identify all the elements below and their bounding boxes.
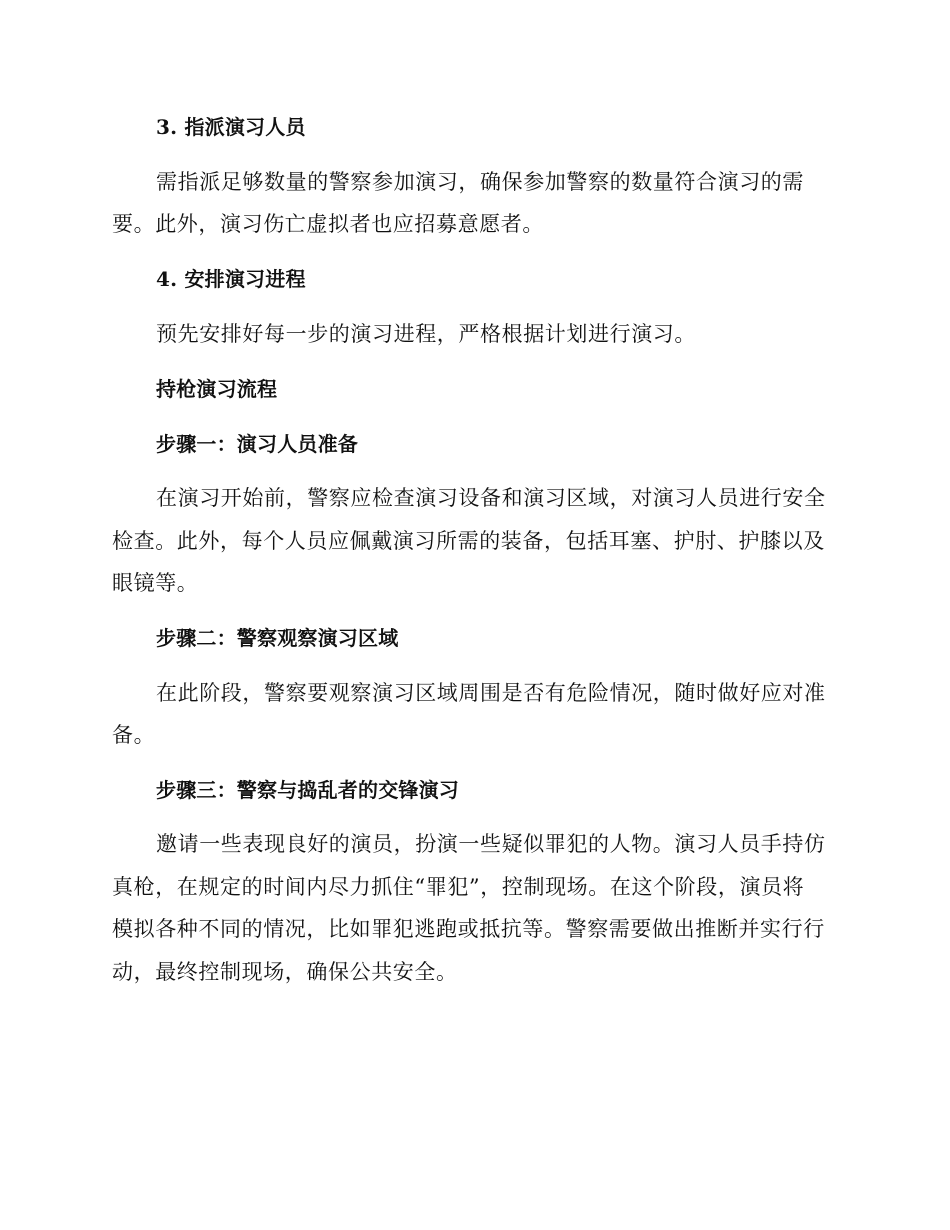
heading-assign-personnel: 3. 指派演习人员 (156, 115, 306, 139)
paragraph-line: 模拟各种不同的情况，比如罪犯逃跑或抵抗等。警察需要做出推断并实行行 (112, 917, 825, 941)
paragraph-line: 需指派足够数量的警察参加演习，确保参加警察的数量符合演习的需 (156, 170, 804, 194)
heading-step-one: 步骤一：演习人员准备 (156, 432, 358, 456)
paragraph-line: 预先安排好每一步的演习进程，严格根据计划进行演习。 (156, 322, 696, 346)
heading-step-three: 步骤三：警察与捣乱者的交锋演习 (156, 778, 459, 802)
heading-drill-process: 持枪演习流程 (156, 377, 278, 401)
paragraph-line: 要。此外，演习伤亡虚拟者也应招募意愿者。 (112, 212, 544, 236)
paragraph-line: 真枪，在规定的时间内尽力抓住“罪犯”，控制现场。在这个阶段，演员将 (112, 875, 805, 899)
paragraph-line: 检查。此外，每个人员应佩戴演习所需的装备，包括耳塞、护肘、护膝以及 (112, 529, 825, 553)
paragraph-line: 在此阶段，警察要观察演习区域周围是否有危险情况，随时做好应对准 (156, 681, 826, 705)
paragraph-line: 邀请一些表现良好的演员，扮演一些疑似罪犯的人物。演习人员手持仿 (156, 832, 826, 856)
paragraph-line: 备。 (112, 723, 156, 747)
heading-arrange-progress: 4. 安排演习进程 (156, 267, 306, 291)
paragraph-line: 在演习开始前，警察应检查演习设备和演习区域，对演习人员进行安全 (156, 486, 826, 510)
paragraph-line: 眼镜等。 (112, 571, 199, 595)
heading-step-two: 步骤二：警察观察演习区域 (156, 626, 399, 650)
paragraph-line: 动，最终控制现场，确保公共安全。 (112, 960, 458, 984)
